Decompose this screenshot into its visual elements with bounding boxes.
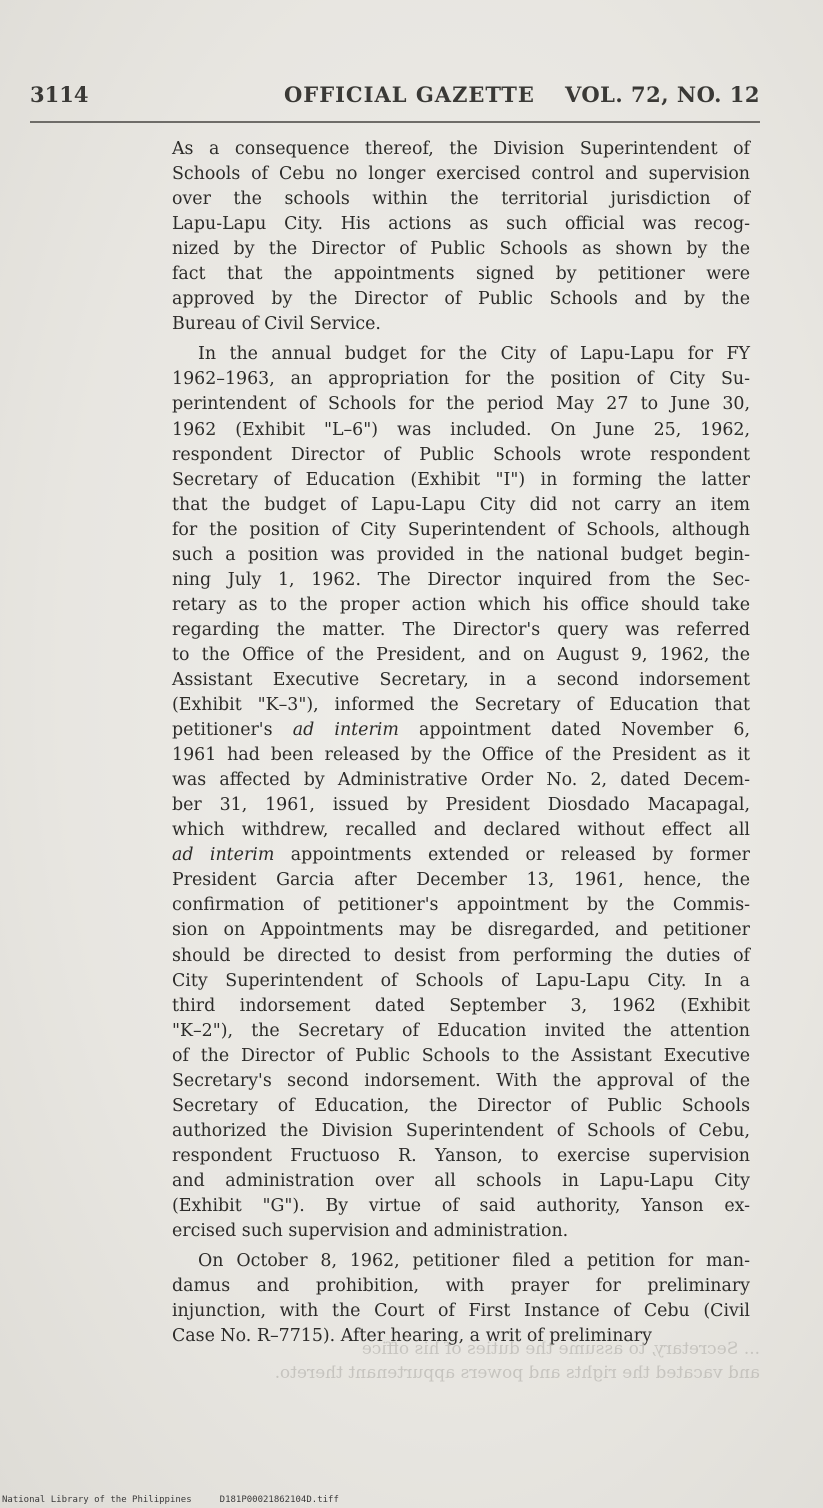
text-line: damus and prohibition, with prayer for preliminary [172, 1276, 750, 1297]
text-line: regarding the matter. The Director's query was referred [172, 619, 750, 640]
text-line: for the position of City Superintendent of Schools, although [172, 519, 750, 540]
text-line: sion on Appointments may be disregarded, and petitioner [172, 920, 750, 941]
text-line: fact that the appointments signed by petitioner were [172, 264, 750, 285]
text-line: ning July 1, 1962. The Director inquired from the Sec- [172, 569, 750, 590]
text-line: 1962 (Exhibit "L–6") was included. On June 25, 1962, [172, 419, 750, 440]
text-line: respondent Director of Public Schools wrote respondent [172, 444, 750, 465]
text-line: Secretary of Education, the Director of Public Schools [172, 1095, 750, 1116]
bleed-line: ... Secretary, to assume the duties of his office [361, 1339, 760, 1359]
text-line: City Superintendent of Schools of Lapu-Lapu City. In a [172, 970, 750, 991]
text-line: was affected by Administrative Order No. 2, dated Decem- [172, 770, 750, 791]
text-line: such a position was provided in the national budget begin- [172, 544, 750, 565]
text-line: (Exhibit "K–3"), informed the Secretary of Education that [172, 695, 750, 716]
text-line: confirmation of petitioner's appointment by the Commis- [172, 895, 750, 916]
page-header [30, 82, 760, 112]
text-line: perintendent of Schools for the period May 27 to June 30, [172, 394, 750, 415]
text-line: nized by the Director of Public Schools as shown by the [172, 239, 750, 260]
text-line: 1962–1963, an appropriation for the position of City Su- [172, 369, 750, 390]
text-line: ercised such supervision and administration. [172, 1221, 569, 1242]
bleed-line: and vacated the rights and powers appurtenant thereto. [274, 1363, 760, 1383]
text-line: authorized the Division Superintendent of Schools of Cebu, [172, 1120, 750, 1141]
text-line: On October 8, 1962, petitioner filed a petition for man- [198, 1251, 750, 1272]
text-line: Schools of Cebu no longer exercised control and supervision [172, 164, 750, 185]
text-line: and administration over all schools in Lapu-Lapu City [172, 1170, 750, 1191]
body-text [172, 137, 750, 1349]
library-credit: National Library of the Philippines [2, 1495, 192, 1505]
text-line: over the schools within the territorial jurisdiction of [172, 189, 750, 210]
paragraph [172, 1249, 750, 1349]
text-line: Lapu-Lapu City. His actions as such official was recog- [172, 214, 750, 235]
text-line: petitioner's ad interim appointment dated November 6, [172, 720, 750, 741]
text-line: should be directed to desist from performing the duties of [172, 945, 750, 966]
text-line: of the Director of Public Schools to the Assistant Executive [172, 1045, 750, 1066]
scan-filename: D181P00021862104D.tiff [219, 1495, 339, 1505]
text-line: respondent Fructuoso R. Yanson, to exercise supervision [172, 1145, 750, 1166]
text-line: In the annual budget for the City of Lapu-Lapu for FY [198, 344, 750, 365]
text-line: Case No. R–7715). After hearing, a writ of preliminary [172, 1326, 652, 1347]
text-line: ad interim appointments extended or released by former [172, 845, 750, 866]
page-number: 3114 [30, 82, 89, 107]
text-line: Secretary of Education (Exhibit "I") in forming the latter [172, 469, 750, 490]
header-rule [30, 121, 760, 123]
text-line: ber 31, 1961, issued by President Diosdado Macapagal, [172, 795, 750, 816]
paragraph [172, 137, 750, 337]
bleed-through-text [200, 1337, 760, 1385]
scan-footer [2, 1495, 367, 1505]
text-line: to the Office of the President, and on August 9, 1962, the [172, 644, 750, 665]
text-line: approved by the Director of Public Schools and by the [172, 289, 750, 310]
volume-number: VOL. 72, NO. 12 [564, 82, 760, 107]
text-line: (Exhibit "G"). By virtue of said authority, Yanson ex- [172, 1195, 750, 1216]
text-line: Secretary's second indorsement. With the approval of the [172, 1070, 750, 1091]
text-line: President Garcia after December 13, 1961, hence, the [172, 870, 750, 891]
text-line: retary as to the proper action which his office should take [172, 594, 750, 615]
text-line: Assistant Executive Secretary, in a second indorsement [172, 669, 750, 690]
text-line: Bureau of Civil Service. [172, 314, 381, 335]
text-line: As a consequence thereof, the Division Superintendent of [172, 139, 750, 159]
text-line: 1961 had been released by the Office of the President as it [172, 745, 750, 766]
text-line: that the budget of Lapu-Lapu City did not carry an item [172, 494, 750, 515]
text-line: "K–2"), the Secretary of Education invited the attention [172, 1020, 750, 1041]
paragraph [172, 342, 750, 1244]
text-line: which withdrew, recalled and declared without effect all [172, 820, 750, 841]
publication-title: OFFICIAL GAZETTE [284, 82, 535, 107]
text-line: third indorsement dated September 3, 1962 (Exhibit [172, 995, 750, 1016]
text-line: injunction, with the Court of First Instance of Cebu (Civil [172, 1301, 750, 1322]
